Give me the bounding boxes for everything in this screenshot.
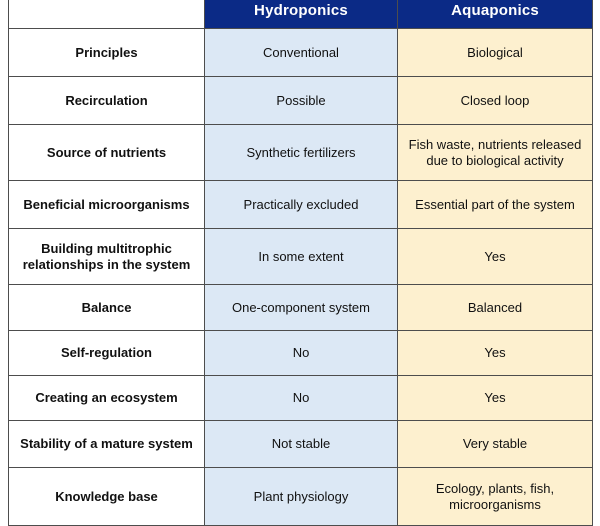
hydroponics-cell: In some extent <box>205 229 398 285</box>
row-label: Source of nutrients <box>9 125 205 181</box>
row-label: Recirculation <box>9 77 205 125</box>
aquaponics-cell: Yes <box>398 229 593 285</box>
hydroponics-cell: Conventional <box>205 29 398 77</box>
table-row <box>9 77 593 125</box>
aquaponics-cell: Biological <box>398 29 593 77</box>
hydroponics-cell: No <box>205 331 398 376</box>
row-label: Beneficial microorganisms <box>9 181 205 229</box>
aquaponics-cell: Yes <box>398 376 593 421</box>
table-row <box>9 29 593 77</box>
aquaponics-cell: Yes <box>398 331 593 376</box>
hydroponics-cell: One-component system <box>205 285 398 331</box>
table-row <box>9 125 593 181</box>
hydroponics-cell: Possible <box>205 77 398 125</box>
table-body <box>9 29 593 526</box>
row-label: Creating an ecosystem <box>9 376 205 421</box>
hydroponics-cell: Not stable <box>205 421 398 468</box>
hydroponics-cell: Synthetic fertilizers <box>205 125 398 181</box>
row-label: Knowledge base <box>9 468 205 526</box>
aquaponics-cell: Essential part of the system <box>398 181 593 229</box>
row-label: Balance <box>9 285 205 331</box>
hydroponics-cell: No <box>205 376 398 421</box>
table-row <box>9 181 593 229</box>
table-row <box>9 421 593 468</box>
header-corner-cell <box>9 0 205 29</box>
header-hydroponics: Hydroponics <box>205 0 398 29</box>
table-row <box>9 468 593 526</box>
aquaponics-cell: Very stable <box>398 421 593 468</box>
row-label: Self-regulation <box>9 331 205 376</box>
aquaponics-cell: Fish waste, nutrients released due to biological activity <box>398 125 593 181</box>
aquaponics-cell: Balanced <box>398 285 593 331</box>
table-row <box>9 285 593 331</box>
table-header <box>9 0 593 29</box>
table-row <box>9 229 593 285</box>
hydroponics-cell: Practically excluded <box>205 181 398 229</box>
comparison-table <box>8 0 593 526</box>
row-label: Principles <box>9 29 205 77</box>
header-row <box>9 0 593 29</box>
table-row <box>9 331 593 376</box>
row-label: Stability of a mature system <box>9 421 205 468</box>
aquaponics-cell: Closed loop <box>398 77 593 125</box>
table-row <box>9 376 593 421</box>
row-label: Building multitrophic relationships in the system <box>9 229 205 285</box>
header-aquaponics: Aquaponics <box>398 0 593 29</box>
hydroponics-cell: Plant physiology <box>205 468 398 526</box>
aquaponics-cell: Ecology, plants, fish, microorganisms <box>398 468 593 526</box>
